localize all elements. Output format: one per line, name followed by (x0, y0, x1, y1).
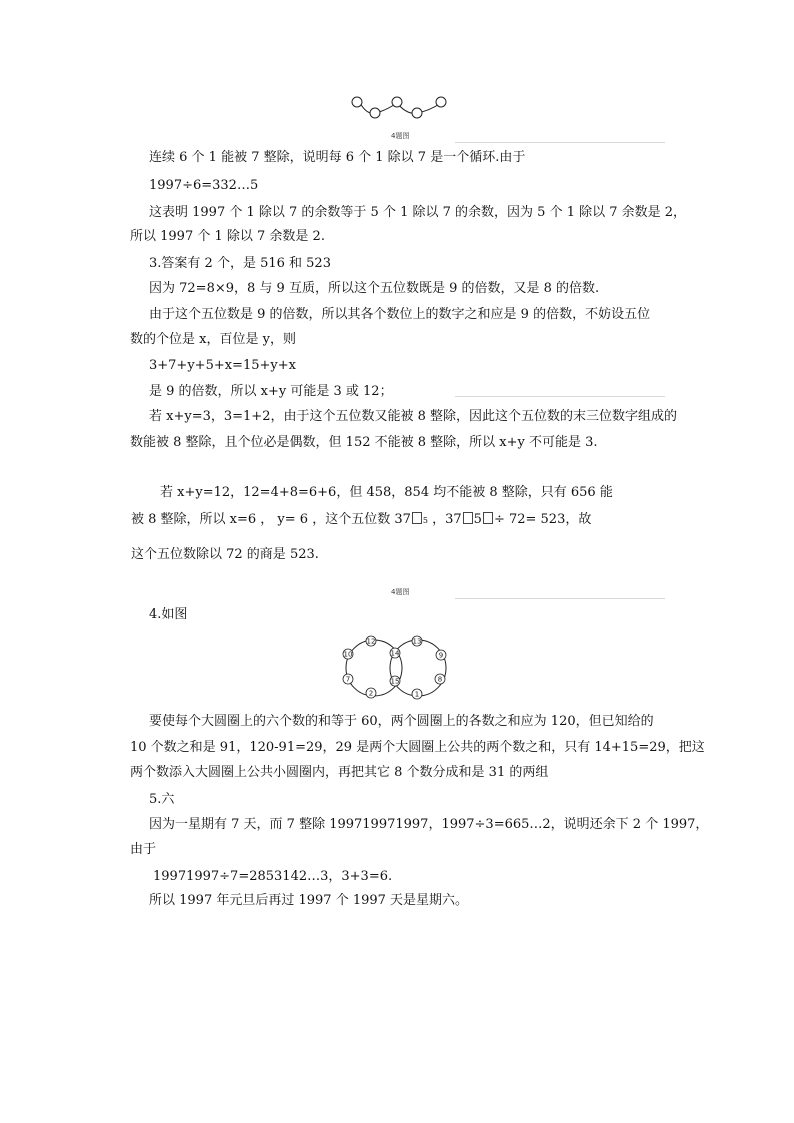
text-line: 连续 6 个 1 能被 7 整除，说明每 6 个 1 除以 7 是一个循环.由于 (149, 150, 526, 165)
divider (455, 598, 665, 599)
ring-number: 10 (343, 650, 353, 659)
text-line: 若 x+y=12，12=4+8=6+6，但 458，854 均不能被 8 整除，只有 656 能 (160, 485, 613, 500)
text-line: 3+7+y+5+x=15+y+x (149, 358, 296, 373)
text-line: 若 x+y=3，3=1+2，由于这个五位数又能被 8 整除，因此这个五位数的末三位数字组成的 (149, 409, 677, 424)
text-line: 1997÷6=332…5 (149, 178, 259, 193)
ring-number: 14 (390, 649, 400, 658)
text-line: 因为 72=8×9，8 与 9 互质，所以这个五位数既是 9 的倍数，又是 8 的倍数. (149, 281, 600, 296)
ring-number: 7 (345, 675, 351, 684)
text-line: 所以 1997 个 1 除以 7 余数是 2. (130, 229, 325, 244)
ring-node (435, 674, 445, 684)
box-glyph (463, 512, 473, 524)
text-line: 数能被 8 整除，且个位必是偶数，但 152 不能被 8 整除，所以 x+y 不可能是 3. (130, 435, 598, 450)
text-line: 两个数添入大圆圈上公共小圆圈内，再把其它 8 个数分成和是 31 的两组 (130, 765, 549, 780)
ring-node (343, 674, 353, 684)
ring-node (390, 676, 400, 686)
text-segment: 5 (473, 512, 482, 527)
rings-figure (338, 633, 458, 703)
top-figure-caption: 4题图 (391, 132, 410, 140)
text-segment: ，37 (427, 512, 462, 527)
text-line: 5.六 (149, 792, 175, 807)
ring-number: 2 (368, 689, 374, 698)
text-line: 由于这个五位数是 9 的倍数，所以其各个数位上的数字之和应是 9 的倍数，不妨设五位 (149, 307, 651, 322)
text-line: 由于 (130, 842, 157, 857)
ring-node (412, 689, 422, 699)
text-line: 所以 1997 年元旦后再过 1997 个 1997 天是星期六。 (149, 893, 469, 908)
ring-number: 1 (414, 690, 420, 699)
divider (455, 142, 665, 143)
ring-number: 15 (390, 677, 400, 686)
text-line: 因为一星期有 7 天，而 7 整除 199719971997，1997÷3=665…2，说明还余下 2 个 1997， (149, 817, 709, 832)
text-line: 是 9 的倍数，所以 x+y 可能是 3 或 12； (149, 384, 393, 399)
ring-node (436, 650, 446, 660)
text-line: 19971997÷7=2853142…3，3+3=6. (153, 869, 393, 884)
ring-number: 12 (366, 637, 376, 646)
text-segment: 5 (422, 516, 428, 525)
ring-number: 13 (412, 637, 422, 646)
ring-number: 9 (438, 651, 444, 660)
text-line: 数的个位是 x，百位是 y，则 (130, 332, 296, 347)
text-line: 这个五位数除以 72 的商是 523. (131, 547, 319, 562)
box-glyph (483, 512, 493, 524)
text-line: 4.如图 (149, 607, 188, 622)
ring-node (412, 636, 422, 646)
chain-figure (345, 93, 465, 123)
ring-node (366, 688, 376, 698)
ring-number: 8 (437, 675, 443, 684)
divider (455, 396, 665, 397)
ring-node (390, 648, 400, 658)
ring-node (343, 649, 353, 659)
box-glyph (412, 512, 422, 524)
mid-figure-caption: 4题图 (391, 588, 410, 596)
ring-node (366, 636, 376, 646)
text-line: 10 个数之和是 91，120-91=29，29 是两个大圆圈上公共的两个数之和，只有 14+15=29，把这 (130, 740, 705, 755)
text-line (131, 512, 591, 529)
text-segment: 被 8 整除，所以 x=6 ， y= 6 ，这个五位数 37 (131, 512, 411, 527)
text-segment: ÷ 72= 523，故 (493, 512, 592, 527)
text-line: 要使每个大圆圈上的六个数的和等于 60，两个圆圈上的各数之和应为 120，但已知给的 (149, 714, 654, 729)
text-line: 3.答案有 2 个，是 516 和 523 (149, 256, 331, 271)
text-line: 这表明 1997 个 1 除以 7 的余数等于 5 个 1 除以 7 的余数，因为 5 个 1 除以 7 余数是 2， (149, 205, 687, 220)
